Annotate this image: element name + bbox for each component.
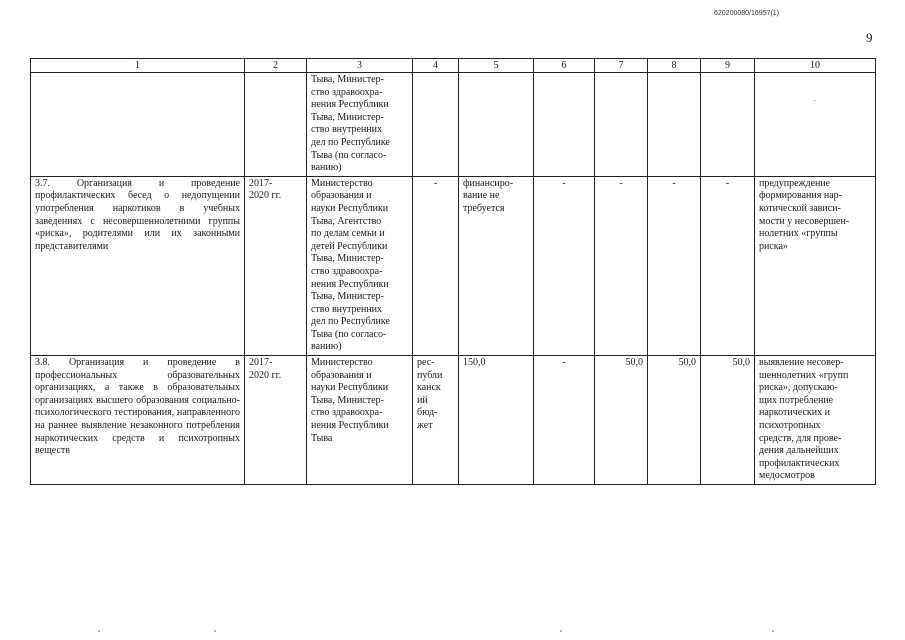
responsible-executors-cell: Министерство образования и науки Республики Тыва, Министер- ство здравоохра- нения Республики Тыва [307,356,413,485]
table-cell [245,73,307,177]
year-value-cell: - [648,176,701,355]
table-row [31,176,876,355]
table-cell [31,73,245,177]
table-cell [648,73,701,177]
funding-total-cell: 150,0 [459,356,534,485]
scan-artifact [772,630,774,632]
year-value-cell: - [595,176,648,355]
activity-cell: 3.8. Организация и проведение в профессиональных образовательных организациях, а также в образовательных организациях высшего образования социально-психологического тестирования, направленного на раннее выявление незаконного потребления наркотических средств и психотропных веществ [31,356,245,485]
responsible-executors-cell: Министерство образования и науки Республики Тыва, Агентство по делам семьи и детей Республики Тыва, Министер- ство здравоохра- нения Республики Тыва, Министер- ство внутренних дел по Республике Тыва (по согласо- ванию) [307,176,413,355]
column-number: 1 [31,59,245,73]
column-number: 8 [648,59,701,73]
table-row [31,356,876,485]
column-number: 5 [459,59,534,73]
year-value-cell: 50,0 [595,356,648,485]
expected-result-cell: выявление несовер- шеннолетних «групп риска», допускаю- щих потребление наркотических и психотропных средств, для прове- дения дальнейших профилактических медосмотров [755,356,876,485]
year-value-cell: - [534,356,595,485]
table-cell [534,73,595,177]
column-number: 7 [595,59,648,73]
column-number: 2 [245,59,307,73]
table-row-continued [31,73,876,177]
result-cell: . [755,73,876,177]
table-cell [413,73,459,177]
column-number: 6 [534,59,595,73]
scan-artifact [214,630,216,632]
page-number: 9 [866,30,873,45]
year-value-cell: - [534,176,595,355]
activity-cell: 3.7. Организация и проведение профилактических бесед о недопущении употребления наркотиков в учебных заведениях с несовершеннолетними группы «риска», родителями или их законными представителями [31,176,245,355]
funding-source-cell: рес- публи канск ий бюд- жет [413,356,459,485]
period-cell: 2017- 2020 гг. [245,356,307,485]
column-number: 9 [701,59,755,73]
funding-source-cell: - [413,176,459,355]
column-number: 3 [307,59,413,73]
responsible-executors-cell: Тыва, Министер- ство здравоохра- нения Республики Тыва, Министер- ство внутренних дел по Республике Тыва (по согласо- ванию) [307,73,413,177]
year-value-cell: - [701,176,755,355]
expected-result-cell: предупреждение формирования нар- котической зависи- мости у несовершен- нолетних «группы риска» [755,176,876,355]
table-cell [459,73,534,177]
scan-artifact [560,630,562,632]
table-cell [595,73,648,177]
funding-total-cell: финансиро- вание не требуется [459,176,534,355]
year-value-cell: 50,0 [701,356,755,485]
column-number: 4 [413,59,459,73]
table-cell [701,73,755,177]
column-number: 10 [755,59,876,73]
document-code: 620200080/16957(1) [714,10,780,17]
column-number-row [31,59,876,73]
scan-artifact [98,630,100,632]
period-cell: 2017- 2020 гг. [245,176,307,355]
year-value-cell: 50,0 [648,356,701,485]
program-table [30,58,876,485]
